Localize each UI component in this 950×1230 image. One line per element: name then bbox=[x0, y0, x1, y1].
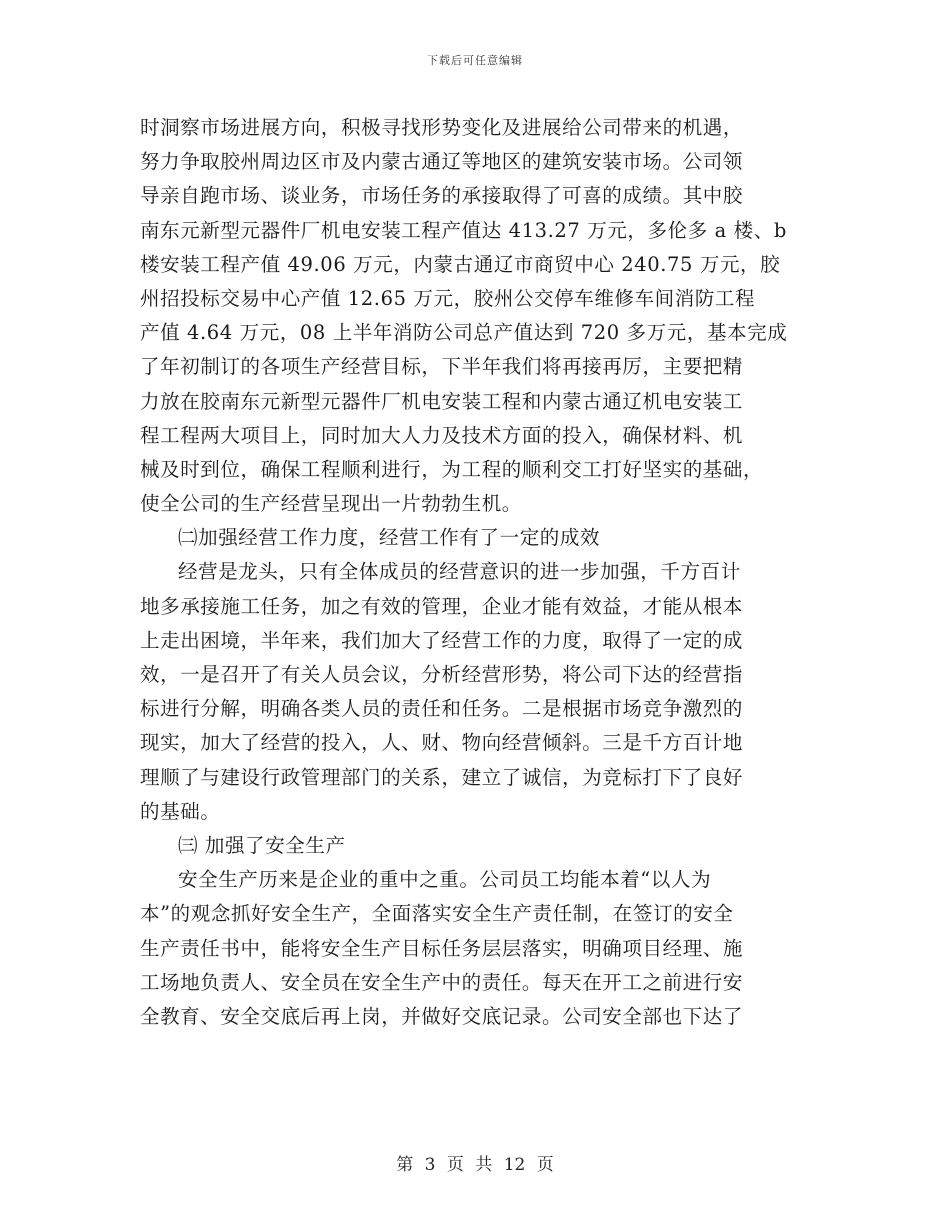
page-number-footer: 第 3 页 共 12 页 bbox=[396, 1155, 554, 1175]
text-line: 时洞察市场进展方向，积极寻找形势变化及进展给公司带来的机遇， bbox=[140, 116, 744, 139]
text-line: 效，一是召开了有关人员会议，分析经营形势，将公司下达的经营指 bbox=[140, 663, 744, 686]
text-line: 力放在胶南东元新型元器件厂机电安装工程和内蒙古通辽机电安装工 bbox=[140, 389, 744, 413]
text-line: 上走出困境，半年来，我们加大了经营工作的力度，取得了一定的成 bbox=[140, 628, 744, 652]
text-line: 的基础。 bbox=[140, 799, 221, 823]
section-heading: ㈢ 加强了安全生产 bbox=[178, 833, 346, 857]
paragraph-start: 安全生产历来是企业的重中之重。公司员工均能本着“以人为 bbox=[178, 868, 712, 892]
text-line: 械及时到位，确保工程顺利进行，为工程的顺利交工打好坚实的基础， bbox=[140, 457, 764, 481]
text-line: 现实，加大了经营的投入，人、财、物向经营倾斜。三是千方百计地 bbox=[140, 731, 744, 755]
text-line: 楼安装工程产值 49.06 万元，内蒙古通辽市商贸中心 240.75 万元，胶 bbox=[140, 252, 781, 276]
text-line: 南东元新型元器件厂机电安装工程产值达 413.27 万元，多伦多 a 楼、b bbox=[140, 218, 787, 242]
text-line: 使全公司的生产经营呈现出一片勃勃生机。 bbox=[140, 492, 522, 516]
text-line: 导亲自跑市场、谈业务，市场任务的承接取得了可喜的成绩。其中胶 bbox=[140, 184, 744, 208]
text-line: 产值 4.64 万元，08 上半年消防公司总产值达到 720 多万元，基本完成 bbox=[140, 321, 788, 345]
text-line: 生产责任书中，能将安全生产目标任务层层落实，明确项目经理、施 bbox=[140, 936, 744, 960]
document-body bbox=[140, 111, 810, 1034]
text-line: 州招投标交易中心产值 12.65 万元，胶州公交停车维修车间消防工程 bbox=[140, 286, 756, 310]
text-line: 地多承接施工任务，加之有效的管理，企业才能有效益，才能从根本 bbox=[140, 594, 744, 618]
text-line: 标进行分解，明确各类人员的责任和任务。二是根据市场竞争激烈的 bbox=[140, 697, 744, 721]
text-line: 工场地负责人、安全员在安全生产中的责任。每天在开工之前进行安 bbox=[140, 970, 744, 994]
text-line: 全教育、安全交底后再上岗，并做好交底记录。公司安全部也下达了 bbox=[140, 1004, 744, 1028]
text-line: 程工程两大项目上，同时加大人力及技术方面的投入，确保材料、机 bbox=[140, 423, 744, 447]
paragraph-start: 经营是龙头，只有全体成员的经营意识的进一步加强，千方百计 bbox=[178, 560, 741, 584]
text-line: 努力争取胶州周边区市及内蒙古通辽等地区的建筑安装市场。公司领 bbox=[140, 150, 744, 174]
section-heading: ㈡加强经营工作力度，经营工作有了一定的成效 bbox=[178, 526, 601, 550]
text-line: 本”的观念抓好安全生产，全面落实安全生产责任制，在签订的安全 bbox=[140, 902, 734, 926]
text-line: 了年初制订的各项生产经营目标，下半年我们将再接再厉，主要把精 bbox=[140, 355, 744, 379]
page-header: 下载后可任意编辑 bbox=[427, 54, 523, 67]
text-line: 理顺了与建设行政管理部门的关系，建立了诚信，为竞标打下了良好 bbox=[140, 765, 744, 789]
